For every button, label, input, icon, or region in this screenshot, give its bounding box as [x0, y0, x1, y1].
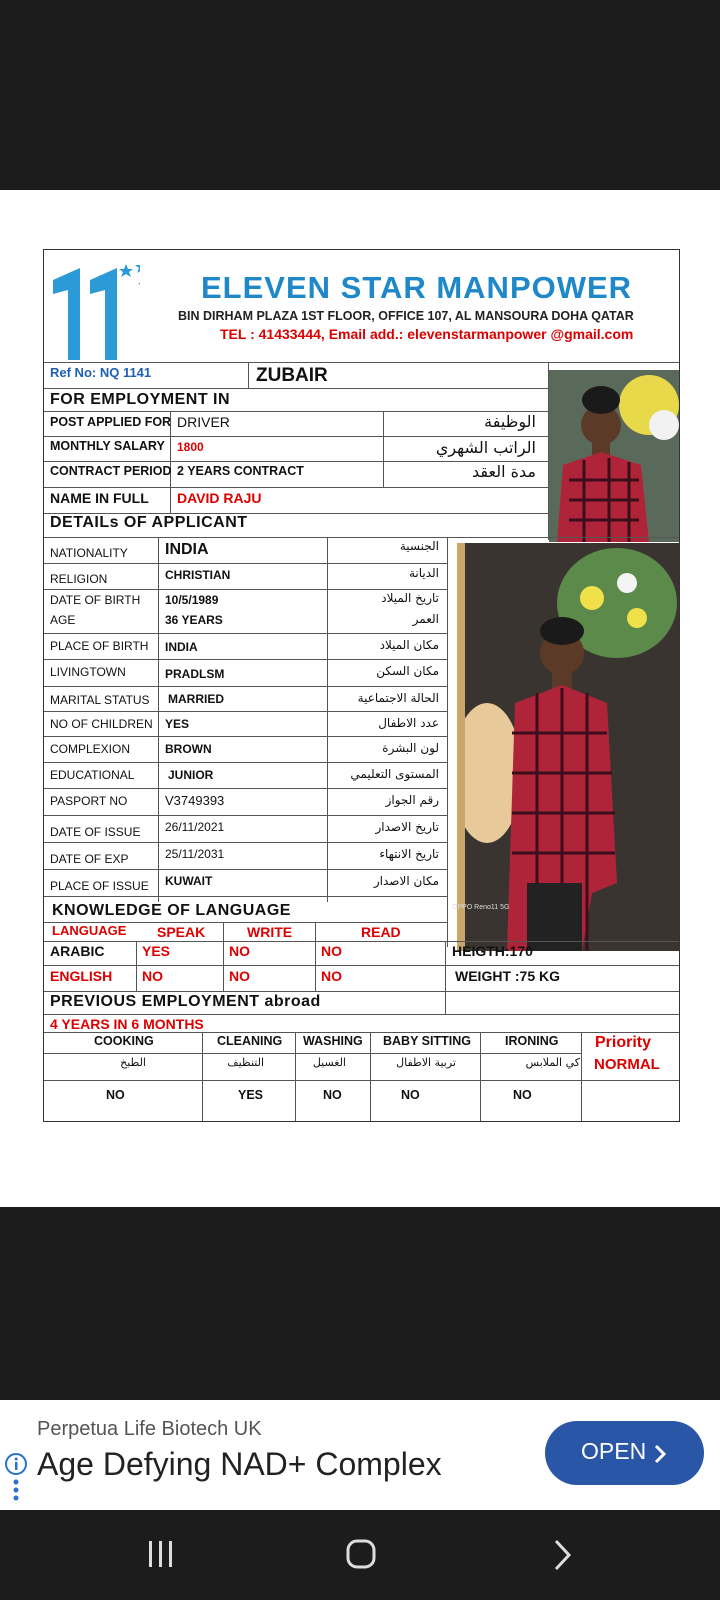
- detail-arabic: الديانة: [408, 566, 439, 580]
- skill-name: IRONING: [505, 1034, 559, 1048]
- detail-label: DATE OF ISSUE: [50, 825, 141, 839]
- language-read: NO: [321, 968, 342, 984]
- employment-heading: FOR EMPLOYMENT IN: [50, 391, 231, 408]
- language-speak: NO: [142, 968, 163, 984]
- system-nav-bar: [0, 1510, 720, 1600]
- skill-name: CLEANING: [217, 1034, 283, 1048]
- chevron-right-icon: [653, 1444, 667, 1464]
- photo-watermark: OPPO Reno11 5G: [452, 904, 510, 911]
- detail-value: 36 YEARS: [165, 613, 223, 627]
- detail-arabic: مكان الميلاد: [379, 638, 439, 652]
- detail-label: AGE: [50, 613, 76, 627]
- detail-arabic: مكان الاصدار: [373, 874, 439, 888]
- cv-document: [43, 249, 680, 1122]
- skill-value: NO: [513, 1088, 532, 1102]
- detail-value: MARRIED: [168, 692, 224, 706]
- applicant-portrait-photo: [549, 370, 679, 542]
- detail-value: INDIA: [165, 541, 209, 558]
- ad-advertiser: Perpetua Life Biotech UK: [37, 1418, 262, 1440]
- company-address: BIN DIRHAM PLAZA 1ST FLOOR, OFFICE 107, AL MANSOURA DOHA QATAR: [178, 309, 634, 323]
- applicant-fullbody-photo: [457, 543, 679, 951]
- contract-arabic: مدة العقد: [472, 462, 536, 481]
- weight-value: WEIGHT :75 KG: [455, 968, 561, 984]
- detail-value: INDIA: [165, 640, 198, 654]
- detail-value: JUNIOR: [168, 768, 214, 782]
- detail-arabic: تاريخ الميلاد: [381, 591, 439, 605]
- height-value: HEIGTH:170: [452, 943, 533, 959]
- detail-label: PLACE OF BIRTH: [50, 639, 149, 653]
- priority-value: NORMAL: [594, 1056, 660, 1073]
- recent-apps-icon[interactable]: [146, 1539, 176, 1569]
- ad-open-label: OPEN: [581, 1438, 647, 1464]
- language-name: ARABIC: [50, 943, 105, 959]
- detail-arabic: الحالة الاجتماعية: [357, 691, 439, 705]
- detail-label: MARITAL STATUS: [50, 693, 150, 707]
- detail-arabic: مكان السكن: [376, 664, 439, 678]
- company-name: ELEVEN STAR MANPOWER: [201, 270, 633, 305]
- ad-open-button[interactable]: [545, 1421, 704, 1485]
- language-col-header: SPEAK: [157, 924, 206, 940]
- employment-label: MONTHLY SALARY: [50, 439, 165, 453]
- detail-arabic: لون البشرة: [382, 741, 439, 755]
- post-value: DRIVER: [177, 414, 230, 430]
- company-contact: TEL : 41433444, Email add.: elevenstarmanpower @gmail.com: [220, 326, 634, 342]
- home-icon[interactable]: [345, 1538, 377, 1570]
- full-name-value: DAVID RAJU: [177, 490, 262, 506]
- skill-value: NO: [401, 1088, 420, 1102]
- detail-value: KUWAIT: [165, 874, 213, 888]
- detail-label: DATE OF EXP: [50, 852, 129, 866]
- detail-value: YES: [165, 717, 190, 731]
- salary-value: 1800: [177, 440, 204, 454]
- employment-label: CONTRACT PERIOD: [50, 464, 172, 478]
- detail-value: 26/11/2021: [165, 820, 225, 834]
- language-read: NO: [321, 943, 342, 959]
- ref-number: Ref No: NQ 1141: [50, 365, 152, 380]
- skill-name: WASHING: [303, 1034, 363, 1048]
- post-arabic: الوظيفة: [484, 412, 536, 431]
- skill-value: NO: [106, 1088, 125, 1102]
- back-icon[interactable]: [551, 1538, 573, 1572]
- detail-value: 10/5/1989: [165, 593, 219, 607]
- language-speak: YES: [142, 943, 171, 959]
- salary-arabic: الراتب الشهري: [435, 438, 536, 457]
- employment-label: POST APPLIED FOR: [50, 415, 172, 429]
- skill-arabic: التنظيف: [227, 1056, 264, 1069]
- language-col-header: READ: [361, 924, 401, 940]
- priority-label: Priority: [595, 1034, 652, 1051]
- name-alias: ZUBAIR: [256, 365, 328, 386]
- previous-employment-heading: PREVIOUS EMPLOYMENT abroad: [50, 993, 321, 1010]
- detail-value: PRADLSM: [165, 667, 225, 681]
- detail-arabic: عدد الاطفال: [378, 716, 439, 730]
- language-write: NO: [229, 968, 250, 984]
- language-heading: KNOWLEDGE OF LANGUAGE: [52, 902, 291, 919]
- skill-arabic: الغسيل: [312, 1056, 346, 1069]
- detail-arabic: العمر: [412, 612, 439, 626]
- language-write: NO: [229, 943, 250, 959]
- detail-arabic: تاريخ الاصدار: [375, 820, 439, 834]
- details-heading: DETAILs OF APPLICANT: [50, 514, 248, 531]
- detail-arabic: تاريخ الانتهاء: [379, 847, 439, 861]
- ad-headline[interactable]: Age Defying NAD+ Complex: [37, 1446, 442, 1482]
- detail-arabic: رقم الجواز: [385, 793, 439, 807]
- language-name: ENGLISH: [50, 968, 113, 984]
- detail-label: LIVINGTOWN: [50, 665, 126, 679]
- detail-label: DATE OF BIRTH: [50, 593, 141, 607]
- detail-label: PASPORT NO: [50, 794, 128, 808]
- detail-value: V3749393: [165, 793, 225, 808]
- detail-label: COMPLEXION: [50, 742, 131, 756]
- employment-label: NAME IN FULL: [50, 490, 149, 506]
- skill-arabic: كي الملابس: [525, 1056, 580, 1069]
- detail-value: 25/11/2031: [165, 847, 225, 861]
- detail-label: NATIONALITY: [50, 546, 128, 560]
- skill-value: NO: [323, 1088, 342, 1102]
- contract-value: 2 YEARS CONTRACT: [177, 464, 304, 478]
- language-col-header: LANGUAGE: [52, 923, 127, 938]
- skill-arabic: الطبخ: [120, 1056, 146, 1069]
- detail-value: CHRISTIAN: [165, 568, 231, 582]
- skill-value: YES: [238, 1088, 264, 1102]
- detail-label: PLACE OF ISSUE: [50, 879, 149, 893]
- eleven-star-logo: [50, 260, 140, 360]
- detail-label: RELIGION: [50, 572, 108, 586]
- ad-info-icon[interactable]: [4, 1452, 28, 1502]
- language-col-header: WRITE: [247, 924, 293, 940]
- skill-name: COOKING: [94, 1034, 154, 1048]
- detail-value: BROWN: [165, 742, 212, 756]
- detail-label: NO OF CHILDREN: [50, 717, 153, 731]
- skill-arabic: تربية الاطفال: [396, 1056, 456, 1069]
- detail-label: EDUCATIONAL: [50, 768, 135, 782]
- detail-arabic: المستوى التعليمي: [350, 767, 439, 781]
- detail-arabic: الجنسية: [399, 539, 439, 553]
- previous-employment-duration: 4 YEARS IN 6 MONTHS: [50, 1016, 204, 1032]
- ad-banner[interactable]: [0, 1400, 720, 1510]
- skill-name: BABY SITTING: [383, 1034, 471, 1048]
